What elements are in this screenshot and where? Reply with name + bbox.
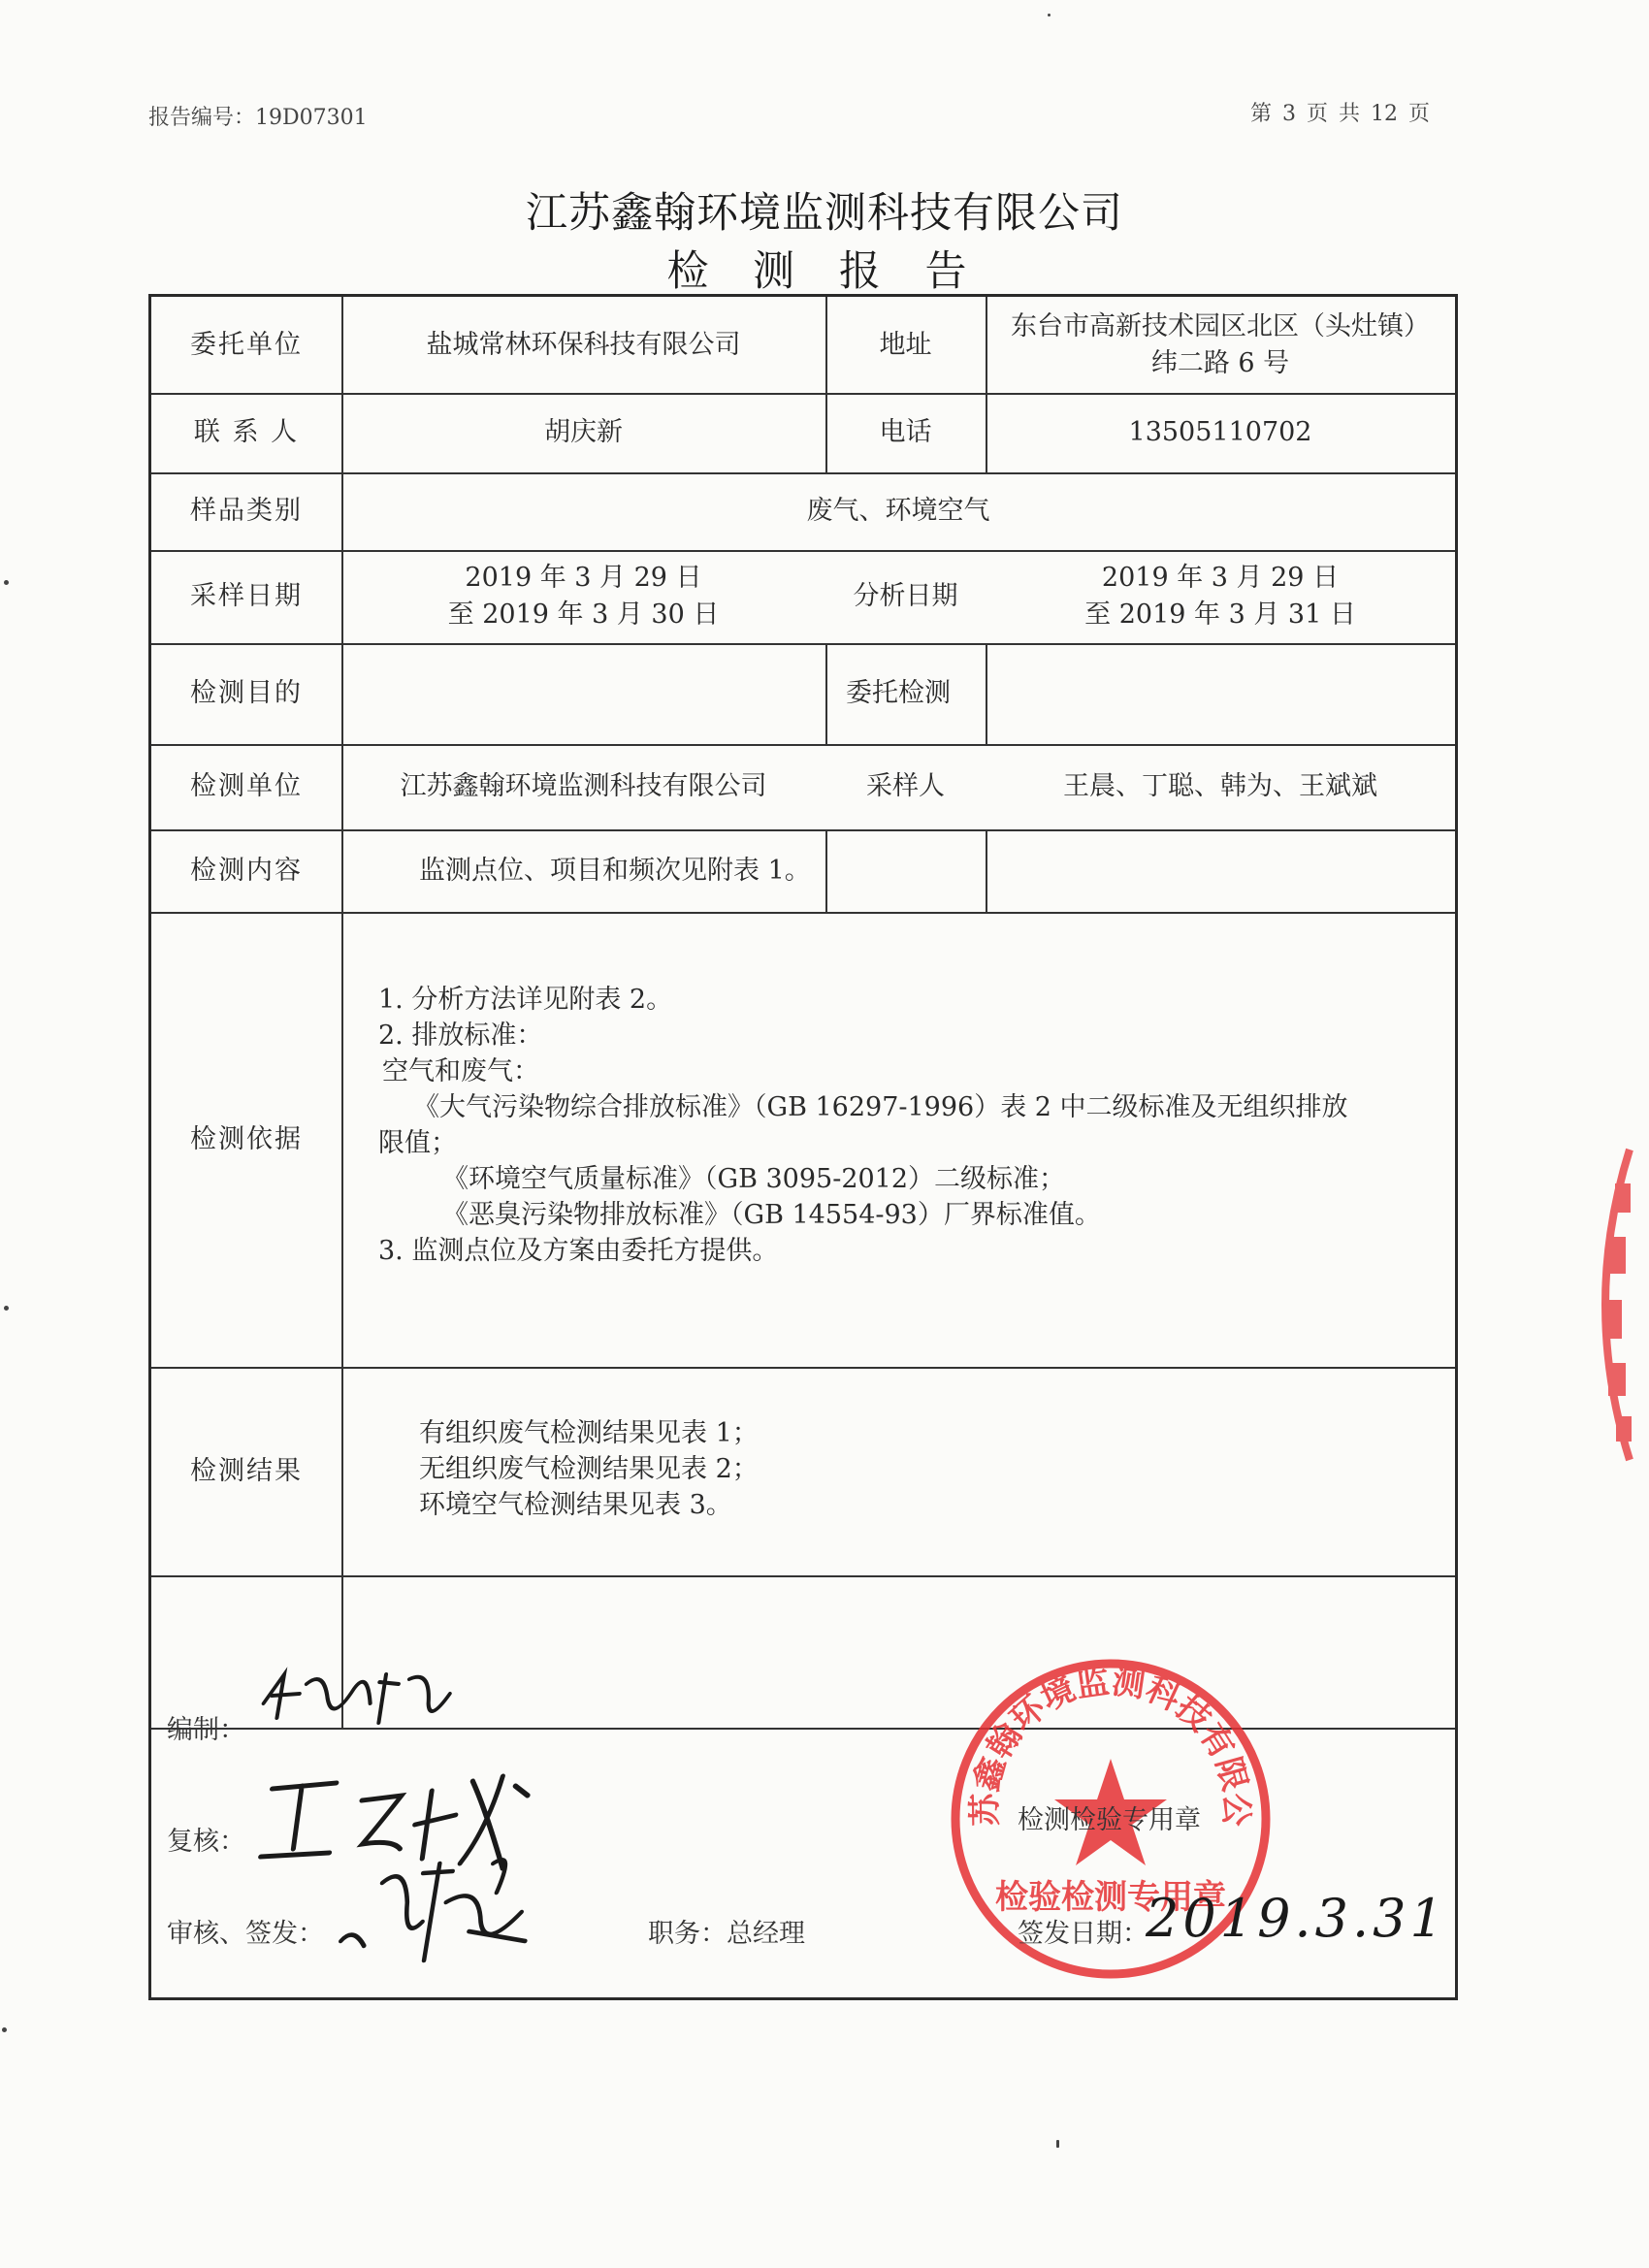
- basis-line: 2. 排放标准：: [378, 1021, 543, 1051]
- basis-label: 检测依据: [190, 1123, 303, 1154]
- basis-line: 《环境空气质量标准》（GB 3095-2012）二级标准；: [442, 1164, 1066, 1194]
- analysis-date-line-1: 2019 年 3 月 29 日: [1101, 563, 1340, 593]
- address-label: 地址: [879, 329, 932, 360]
- purpose-label: 检测目的: [190, 678, 303, 708]
- reviewed-label: 复核：: [167, 1827, 245, 1857]
- partial-seal-icon: [1571, 1145, 1649, 1465]
- issue-date-handwritten: 2019.3.31: [1146, 1888, 1447, 1949]
- client-value: 盐城常林环保科技有限公司: [426, 329, 741, 360]
- result-label: 检测结果: [190, 1455, 303, 1486]
- address-line-1: 东台市高新技术园区北区（头灶镇）: [1011, 310, 1430, 341]
- lab-label: 检测单位: [190, 771, 303, 801]
- report-number: 报告编号：19D07301: [148, 106, 368, 130]
- issue-date-label: 签发日期：: [1018, 1919, 1148, 1949]
- basis-line: 1. 分析方法详见附表 2。: [378, 985, 673, 1015]
- sample-type-value: 废气、环境空气: [806, 496, 990, 526]
- contact-label: 联 系 人: [193, 417, 300, 447]
- prepared-signature: [249, 1665, 461, 1748]
- address-value: [986, 297, 1455, 393]
- basis-line: 《大气污染物综合排放标准》（GB 16297-1996）表 2 中二级标准及无组织排放: [413, 1092, 1348, 1122]
- sampler-value: 王晨、丁聪、韩为、王斌斌: [1063, 771, 1377, 801]
- handwritten-signature-icon: [252, 1665, 461, 1733]
- approved-label: 审核、签发：: [167, 1919, 324, 1949]
- content-value: 监测点位、项目和频次见附表 1。: [419, 855, 811, 886]
- seal-ring-text: 苏鑫翰环境监测科技有限公: [965, 1662, 1256, 1827]
- side-seal-fragment: [1571, 1145, 1649, 1465]
- phone-value: 13505110702: [1128, 417, 1312, 447]
- purpose-value: 委托检测: [846, 678, 951, 708]
- lab-value: 江苏鑫翰环境监测科技有限公司: [400, 771, 767, 801]
- prepared-label: 编制：: [167, 1715, 245, 1745]
- sampling-date-label: 采样日期: [190, 581, 303, 611]
- sampler-label: 采样人: [866, 771, 945, 801]
- client-label: 委托单位: [190, 329, 303, 360]
- sampling-date-line-1: 2019 年 3 月 29 日: [465, 563, 702, 593]
- address-line-2: 纬二路 6 号: [1150, 347, 1290, 378]
- position-label: 职务：总经理: [648, 1919, 805, 1949]
- page-number: 第 3 页 共 12 页: [1250, 102, 1430, 126]
- result-text: [419, 1415, 1389, 1523]
- seal-note: 检测检验专用章: [1018, 1805, 1201, 1835]
- result-line: 有组织废气检测结果见表 1；: [419, 1418, 759, 1448]
- analysis-date-value: [986, 550, 1455, 643]
- content-label: 检测内容: [190, 855, 303, 886]
- result-line: 环境空气检测结果见表 3。: [419, 1490, 732, 1520]
- report-title: 检 测 报 告: [666, 247, 983, 296]
- handwritten-signature-icon: [323, 1844, 556, 1980]
- basis-line: 《恶臭污染物排放标准》（GB 14554-93）厂界标准值。: [442, 1200, 1101, 1230]
- sample-type-label: 样品类别: [190, 496, 303, 526]
- seal-bottom-text: 检验检测专用章: [995, 1878, 1226, 1917]
- analysis-date-line-2: 至 2019 年 3 月 31 日: [1084, 599, 1356, 630]
- analysis-date-label: 分析日期: [853, 581, 958, 611]
- approved-signature: [319, 1844, 555, 1995]
- basis-line: 3. 监测点位及方案由委托方提供。: [378, 1236, 779, 1266]
- sampling-date-line-2: 至 2019 年 3 月 30 日: [447, 599, 720, 630]
- basis-line: 限值；: [378, 1128, 457, 1158]
- phone-label: 电话: [879, 417, 932, 447]
- company-title: 江苏鑫翰环境监测科技有限公司: [526, 189, 1123, 238]
- sampling-date-value: [341, 550, 825, 643]
- basis-line: 空气和废气：: [382, 1056, 539, 1086]
- contact-value: 胡庆新: [544, 417, 623, 447]
- result-line: 无组织废气检测结果见表 2；: [419, 1454, 759, 1484]
- basis-text: [361, 982, 1447, 1269]
